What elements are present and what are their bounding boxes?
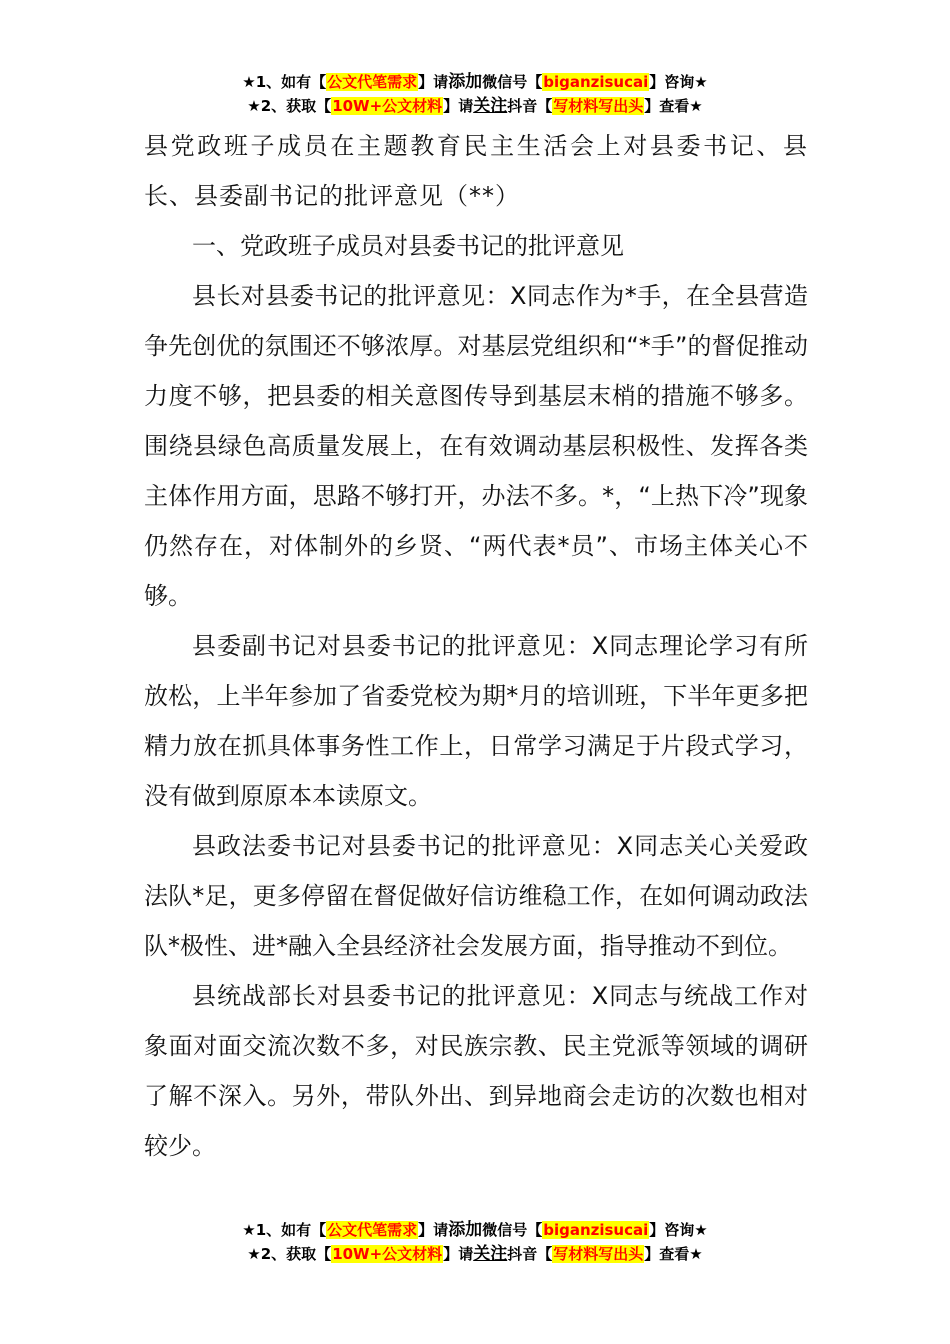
promo-line-2: ★2、获取【10W+公文材料】请关注抖音【写材料写出头】查看★ <box>247 1244 703 1264</box>
promo-line-1: ★1、如有【公文代笔需求】请添加微信号【biganzisucai】咨询★ <box>242 1220 708 1240</box>
paragraph: 县统战部长对县委书记的批评意见：X同志与统战工作对象面对面交流次数不多，对民族宗教、民主党派等领域的调研了解不深入。另外，带队外出、到异地商会走访的次数也相对较少。 <box>144 982 808 1160</box>
paragraph: 县委副书记对县委书记的批评意见：X同志理论学习有所放松，上半年参加了省委党校为期*月的培训班，下半年更多把精力放在抓具体事务性工作上，日常学习满足于片段式学习，没有做到原原本本读原文。 <box>144 632 808 810</box>
promo-highlight: 10W+公文材料 <box>332 97 443 115</box>
paragraph: 县长对县委书记的批评意见：X同志作为*手，在全县营造争先创优的氛围还不够浓厚。对基层党组织和“*手”的督促推动力度不够，把县委的相关意图传导到基层末梢的措施不够多。围绕县绿色高质量发展上，在有效调动基层积极性、发挥各类主体作用方面，思路不够打开，办法不多。*，“上热下冷”现象仍然存在，对体制外的乡贤、“两代表*员”、市场主体关心不够。 <box>144 282 808 610</box>
promo-douyin-id: 写材料写出头 <box>553 97 644 115</box>
promo-line-2: ★2、获取【10W+公文材料】请关注抖音【写材料写出头】查看★ <box>247 96 703 116</box>
document-title: 县党政班子成员在主题教育民主生活会上对县委书记、县长、县委副书记的批评意见（**） <box>144 132 808 210</box>
document-body <box>144 121 808 1171</box>
promo-highlight: 10W+公文材料 <box>332 1245 443 1263</box>
paragraph: 县政法委书记对县委书记的批评意见：X同志关心关爱政法队*足，更多停留在督促做好信访维稳工作，在如何调动政法队*极性、进*融入全县经济社会发展方面，指导推动不到位。 <box>144 832 808 960</box>
promo-wechat-id: biganzisucai <box>543 73 649 91</box>
promo-banner-bottom <box>0 1218 950 1266</box>
promo-banner-top <box>0 70 950 118</box>
promo-wechat-id: biganzisucai <box>543 1221 649 1239</box>
promo-douyin-id: 写材料写出头 <box>553 1245 644 1263</box>
section-heading: 一、党政班子成员对县委书记的批评意见 <box>192 232 624 260</box>
promo-line-1: ★1、如有【公文代笔需求】请添加微信号【biganzisucai】咨询★ <box>242 72 708 92</box>
promo-highlight: 公文代笔需求 <box>327 1221 418 1239</box>
promo-highlight: 公文代笔需求 <box>327 73 418 91</box>
